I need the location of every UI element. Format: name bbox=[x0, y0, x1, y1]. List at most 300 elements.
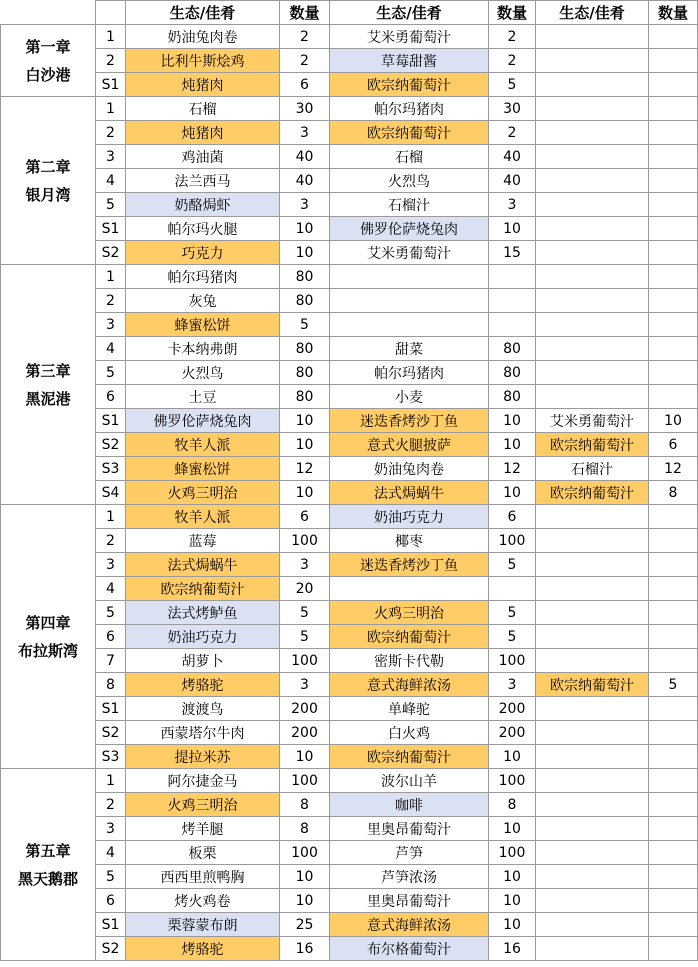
item-name: 法兰西马 bbox=[126, 169, 280, 193]
item-name bbox=[536, 169, 649, 193]
chapter-number: 第四章 bbox=[25, 613, 71, 632]
item-name: 奶油兔肉卷 bbox=[330, 457, 489, 481]
item-quantity bbox=[649, 841, 698, 865]
chapter-label bbox=[1, 25, 96, 97]
item-name bbox=[536, 49, 649, 73]
stage-id: 2 bbox=[96, 121, 126, 145]
item-quantity: 10 bbox=[489, 217, 536, 241]
item-name bbox=[536, 865, 649, 889]
item-quantity: 2 bbox=[489, 121, 536, 145]
table-row bbox=[1, 577, 698, 601]
item-quantity bbox=[649, 913, 698, 937]
item-name: 欧宗纳葡萄汁 bbox=[536, 673, 649, 697]
stage-id: 7 bbox=[96, 649, 126, 673]
item-name: 蜂蜜松饼 bbox=[126, 313, 280, 337]
stage-id: S3 bbox=[96, 745, 126, 769]
item-quantity bbox=[649, 937, 698, 961]
item-name: 欧宗纳葡萄汁 bbox=[126, 577, 280, 601]
table-row bbox=[1, 673, 698, 697]
table-row bbox=[1, 625, 698, 649]
item-quantity bbox=[649, 793, 698, 817]
item-name bbox=[536, 793, 649, 817]
item-quantity: 20 bbox=[280, 577, 330, 601]
item-quantity: 40 bbox=[280, 145, 330, 169]
chapter-number: 第五章 bbox=[25, 841, 71, 860]
item-name: 蜂蜜松饼 bbox=[126, 457, 280, 481]
item-name: 奶酪焗虾 bbox=[126, 193, 280, 217]
table-row bbox=[1, 169, 698, 193]
item-quantity bbox=[649, 577, 698, 601]
stage-id: 1 bbox=[96, 505, 126, 529]
stage-id: S1 bbox=[96, 913, 126, 937]
item-quantity: 10 bbox=[489, 409, 536, 433]
item-name: 艾米勇葡萄汁 bbox=[330, 25, 489, 49]
item-name bbox=[536, 745, 649, 769]
table-row bbox=[1, 913, 698, 937]
item-quantity: 30 bbox=[489, 97, 536, 121]
item-quantity: 200 bbox=[280, 697, 330, 721]
item-name: 法式焗蜗牛 bbox=[126, 553, 280, 577]
item-name: 单峰驼 bbox=[330, 697, 489, 721]
item-name: 板栗 bbox=[126, 841, 280, 865]
item-name: 西蒙塔尔牛肉 bbox=[126, 721, 280, 745]
item-name bbox=[536, 241, 649, 265]
table-row bbox=[1, 745, 698, 769]
item-name: 欧宗纳葡萄汁 bbox=[536, 481, 649, 505]
item-name: 欧宗纳葡萄汁 bbox=[330, 625, 489, 649]
table-row bbox=[1, 793, 698, 817]
item-quantity bbox=[649, 337, 698, 361]
item-name bbox=[536, 649, 649, 673]
item-name bbox=[536, 289, 649, 313]
table-row bbox=[1, 817, 698, 841]
item-quantity bbox=[649, 385, 698, 409]
item-name: 艾米勇葡萄汁 bbox=[536, 409, 649, 433]
stage-id: S4 bbox=[96, 481, 126, 505]
item-quantity bbox=[649, 121, 698, 145]
chapter-label bbox=[1, 265, 96, 505]
item-name: 烤骆驼 bbox=[126, 673, 280, 697]
item-name: 炖猪肉 bbox=[126, 121, 280, 145]
item-name: 石榴 bbox=[330, 145, 489, 169]
chapter-location: 黑泥港 bbox=[25, 389, 71, 408]
item-quantity bbox=[489, 289, 536, 313]
table-row bbox=[1, 25, 698, 49]
stage-id: 2 bbox=[96, 49, 126, 73]
chapter-number: 第二章 bbox=[25, 157, 71, 176]
item-name bbox=[330, 289, 489, 313]
item-quantity bbox=[649, 97, 698, 121]
item-quantity: 80 bbox=[489, 361, 536, 385]
stage-id: S2 bbox=[96, 721, 126, 745]
table-row bbox=[1, 289, 698, 313]
table-row bbox=[1, 385, 698, 409]
item-quantity: 5 bbox=[280, 601, 330, 625]
item-quantity bbox=[649, 553, 698, 577]
table-row bbox=[1, 937, 698, 961]
item-quantity bbox=[489, 577, 536, 601]
item-name: 巧克力 bbox=[126, 241, 280, 265]
item-name: 草莓甜酱 bbox=[330, 49, 489, 73]
item-name bbox=[330, 313, 489, 337]
item-quantity bbox=[649, 241, 698, 265]
item-quantity bbox=[649, 505, 698, 529]
table-row bbox=[1, 361, 698, 385]
item-quantity bbox=[649, 649, 698, 673]
item-name: 迷迭香烤沙丁鱼 bbox=[330, 409, 489, 433]
item-quantity: 10 bbox=[280, 409, 330, 433]
item-quantity bbox=[649, 889, 698, 913]
stage-id: 1 bbox=[96, 97, 126, 121]
item-name: 蓝莓 bbox=[126, 529, 280, 553]
item-name: 佛罗伦萨烧兔肉 bbox=[126, 409, 280, 433]
item-name: 欧宗纳葡萄汁 bbox=[330, 745, 489, 769]
item-quantity: 3 bbox=[280, 193, 330, 217]
item-name: 法式烤鲈鱼 bbox=[126, 601, 280, 625]
item-name bbox=[330, 265, 489, 289]
table-row bbox=[1, 865, 698, 889]
item-quantity: 10 bbox=[280, 865, 330, 889]
item-quantity bbox=[649, 73, 698, 97]
item-quantity: 10 bbox=[489, 913, 536, 937]
item-quantity: 5 bbox=[489, 625, 536, 649]
stage-id: 1 bbox=[96, 25, 126, 49]
item-name bbox=[536, 769, 649, 793]
item-name: 意式火腿披萨 bbox=[330, 433, 489, 457]
item-name: 炖猪肉 bbox=[126, 73, 280, 97]
item-quantity: 200 bbox=[280, 721, 330, 745]
corner-cell bbox=[96, 1, 126, 25]
stage-id: S2 bbox=[96, 433, 126, 457]
table-row bbox=[1, 193, 698, 217]
item-quantity: 10 bbox=[489, 817, 536, 841]
item-quantity bbox=[649, 217, 698, 241]
item-quantity: 100 bbox=[489, 649, 536, 673]
item-name bbox=[536, 337, 649, 361]
item-quantity bbox=[649, 625, 698, 649]
item-name: 火烈鸟 bbox=[330, 169, 489, 193]
item-name bbox=[536, 889, 649, 913]
item-quantity: 5 bbox=[649, 673, 698, 697]
stage-id: 3 bbox=[96, 817, 126, 841]
item-name: 甜菜 bbox=[330, 337, 489, 361]
stage-id: 2 bbox=[96, 793, 126, 817]
chapter-location: 白沙港 bbox=[25, 65, 71, 84]
item-name: 土豆 bbox=[126, 385, 280, 409]
stage-id: 6 bbox=[96, 889, 126, 913]
item-name: 芦笋 bbox=[330, 841, 489, 865]
item-name: 灰兔 bbox=[126, 289, 280, 313]
table-row bbox=[1, 49, 698, 73]
table-row bbox=[1, 649, 698, 673]
item-quantity: 2 bbox=[280, 49, 330, 73]
table-row bbox=[1, 481, 698, 505]
column-header: 生态/佳肴 bbox=[330, 1, 489, 25]
item-name bbox=[536, 697, 649, 721]
item-name: 火鸡三明治 bbox=[126, 481, 280, 505]
item-quantity: 5 bbox=[489, 73, 536, 97]
item-name: 欧宗纳葡萄汁 bbox=[330, 73, 489, 97]
stage-id: 8 bbox=[96, 673, 126, 697]
item-name: 椰枣 bbox=[330, 529, 489, 553]
item-name bbox=[536, 217, 649, 241]
stage-id: 2 bbox=[96, 529, 126, 553]
item-name bbox=[536, 841, 649, 865]
item-name bbox=[536, 313, 649, 337]
item-quantity: 10 bbox=[280, 241, 330, 265]
item-name: 咖啡 bbox=[330, 793, 489, 817]
item-quantity: 6 bbox=[649, 433, 698, 457]
chapter-number: 第一章 bbox=[25, 37, 71, 56]
item-quantity: 16 bbox=[489, 937, 536, 961]
item-quantity bbox=[649, 769, 698, 793]
item-quantity: 8 bbox=[489, 793, 536, 817]
stage-id: 4 bbox=[96, 841, 126, 865]
item-name bbox=[536, 25, 649, 49]
header-row bbox=[1, 1, 698, 25]
stage-id: 1 bbox=[96, 769, 126, 793]
item-quantity bbox=[489, 265, 536, 289]
stage-id: S1 bbox=[96, 409, 126, 433]
item-name: 芦笋浓汤 bbox=[330, 865, 489, 889]
table-row bbox=[1, 217, 698, 241]
column-header: 数量 bbox=[489, 1, 536, 25]
stage-id: 1 bbox=[96, 265, 126, 289]
item-name bbox=[536, 505, 649, 529]
stage-id: S2 bbox=[96, 241, 126, 265]
item-quantity: 25 bbox=[280, 913, 330, 937]
item-quantity: 12 bbox=[649, 457, 698, 481]
stage-id: S1 bbox=[96, 217, 126, 241]
stage-id: 5 bbox=[96, 193, 126, 217]
item-name: 石榴汁 bbox=[536, 457, 649, 481]
item-quantity: 5 bbox=[489, 553, 536, 577]
item-name: 布尔格葡萄汁 bbox=[330, 937, 489, 961]
item-quantity bbox=[649, 313, 698, 337]
item-name bbox=[536, 625, 649, 649]
table-row bbox=[1, 337, 698, 361]
item-quantity: 10 bbox=[489, 865, 536, 889]
stage-id: 3 bbox=[96, 145, 126, 169]
item-name: 烤骆驼 bbox=[126, 937, 280, 961]
chapter-location: 布拉斯湾 bbox=[17, 641, 78, 660]
stage-id: 6 bbox=[96, 625, 126, 649]
item-name: 西西里煎鸭胸 bbox=[126, 865, 280, 889]
table-row bbox=[1, 409, 698, 433]
item-quantity: 40 bbox=[280, 169, 330, 193]
item-quantity: 8 bbox=[280, 793, 330, 817]
column-header: 生态/佳肴 bbox=[536, 1, 649, 25]
item-name: 帕尔玛猪肉 bbox=[330, 97, 489, 121]
item-name: 烤火鸡卷 bbox=[126, 889, 280, 913]
item-name: 比利牛斯烩鸡 bbox=[126, 49, 280, 73]
item-quantity: 10 bbox=[489, 889, 536, 913]
chapter-label bbox=[1, 505, 96, 769]
table-body bbox=[1, 25, 698, 961]
item-quantity bbox=[649, 697, 698, 721]
item-quantity: 6 bbox=[489, 505, 536, 529]
item-quantity bbox=[649, 601, 698, 625]
stage-id: 3 bbox=[96, 553, 126, 577]
item-quantity: 2 bbox=[489, 25, 536, 49]
item-name bbox=[536, 73, 649, 97]
item-quantity: 80 bbox=[280, 385, 330, 409]
table-row bbox=[1, 145, 698, 169]
item-quantity: 30 bbox=[280, 97, 330, 121]
item-name bbox=[536, 937, 649, 961]
item-name: 欧宗纳葡萄汁 bbox=[536, 433, 649, 457]
item-name bbox=[330, 577, 489, 601]
item-name: 帕尔玛猪肉 bbox=[126, 265, 280, 289]
item-name: 帕尔玛火腿 bbox=[126, 217, 280, 241]
item-quantity: 10 bbox=[489, 745, 536, 769]
item-name bbox=[536, 193, 649, 217]
item-name bbox=[536, 601, 649, 625]
item-quantity bbox=[649, 49, 698, 73]
item-name bbox=[536, 97, 649, 121]
item-name: 奶油兔肉卷 bbox=[126, 25, 280, 49]
item-quantity bbox=[649, 865, 698, 889]
item-name: 佛罗伦萨烧兔肉 bbox=[330, 217, 489, 241]
item-name: 烤羊腿 bbox=[126, 817, 280, 841]
item-quantity: 100 bbox=[489, 841, 536, 865]
item-quantity bbox=[489, 313, 536, 337]
item-name: 渡渡鸟 bbox=[126, 697, 280, 721]
column-header: 数量 bbox=[649, 1, 698, 25]
item-quantity: 12 bbox=[489, 457, 536, 481]
table-row bbox=[1, 433, 698, 457]
item-name: 欧宗纳葡萄汁 bbox=[330, 121, 489, 145]
item-quantity: 5 bbox=[280, 313, 330, 337]
item-name: 奶油巧克力 bbox=[126, 625, 280, 649]
item-quantity: 10 bbox=[280, 433, 330, 457]
table-row bbox=[1, 313, 698, 337]
chapter-location: 黑天鹅郡 bbox=[17, 869, 78, 888]
table-row bbox=[1, 841, 698, 865]
stage-id: 5 bbox=[96, 865, 126, 889]
item-name bbox=[536, 361, 649, 385]
item-quantity: 100 bbox=[280, 529, 330, 553]
chapter-label bbox=[1, 769, 96, 961]
table-row bbox=[1, 97, 698, 121]
item-quantity: 10 bbox=[649, 409, 698, 433]
stage-id: 4 bbox=[96, 169, 126, 193]
item-name: 提拉米苏 bbox=[126, 745, 280, 769]
table-row bbox=[1, 529, 698, 553]
item-name: 胡萝卜 bbox=[126, 649, 280, 673]
item-name: 白火鸡 bbox=[330, 721, 489, 745]
item-name: 火烈鸟 bbox=[126, 361, 280, 385]
table-row bbox=[1, 889, 698, 913]
item-quantity bbox=[649, 265, 698, 289]
item-quantity: 100 bbox=[489, 529, 536, 553]
item-quantity: 2 bbox=[489, 49, 536, 73]
item-quantity bbox=[649, 817, 698, 841]
item-quantity: 3 bbox=[489, 673, 536, 697]
item-name: 石榴 bbox=[126, 97, 280, 121]
item-name: 火鸡三明治 bbox=[330, 601, 489, 625]
item-name: 鸡油菌 bbox=[126, 145, 280, 169]
stage-id: 3 bbox=[96, 313, 126, 337]
item-quantity: 3 bbox=[280, 673, 330, 697]
item-quantity: 80 bbox=[280, 265, 330, 289]
item-quantity: 10 bbox=[280, 745, 330, 769]
item-name: 牧羊人派 bbox=[126, 433, 280, 457]
table-row bbox=[1, 553, 698, 577]
item-name: 波尔山羊 bbox=[330, 769, 489, 793]
stage-id: 6 bbox=[96, 385, 126, 409]
item-quantity: 100 bbox=[280, 649, 330, 673]
item-name bbox=[536, 121, 649, 145]
item-quantity: 200 bbox=[489, 697, 536, 721]
stage-id: S1 bbox=[96, 73, 126, 97]
item-quantity bbox=[649, 145, 698, 169]
item-quantity: 6 bbox=[280, 505, 330, 529]
table-row bbox=[1, 121, 698, 145]
table-row bbox=[1, 697, 698, 721]
item-quantity: 3 bbox=[489, 193, 536, 217]
item-quantity: 3 bbox=[280, 553, 330, 577]
item-name: 奶油巧克力 bbox=[330, 505, 489, 529]
item-name bbox=[536, 385, 649, 409]
item-quantity bbox=[649, 25, 698, 49]
item-quantity: 100 bbox=[489, 769, 536, 793]
item-quantity bbox=[649, 361, 698, 385]
item-quantity: 80 bbox=[280, 289, 330, 313]
item-name bbox=[536, 145, 649, 169]
stage-id: S1 bbox=[96, 697, 126, 721]
item-name: 意式海鲜浓汤 bbox=[330, 913, 489, 937]
item-quantity: 10 bbox=[280, 889, 330, 913]
stage-id: S3 bbox=[96, 457, 126, 481]
stage-id: S2 bbox=[96, 937, 126, 961]
table-row bbox=[1, 457, 698, 481]
item-quantity: 10 bbox=[489, 481, 536, 505]
column-header: 生态/佳肴 bbox=[126, 1, 280, 25]
chapter-location: 银月湾 bbox=[25, 185, 71, 204]
item-quantity: 80 bbox=[489, 385, 536, 409]
item-name bbox=[536, 577, 649, 601]
item-name bbox=[536, 721, 649, 745]
stage-id: 5 bbox=[96, 601, 126, 625]
item-quantity: 40 bbox=[489, 145, 536, 169]
item-quantity: 80 bbox=[489, 337, 536, 361]
item-quantity: 10 bbox=[280, 481, 330, 505]
item-name: 帕尔玛猪肉 bbox=[330, 361, 489, 385]
stage-id: 5 bbox=[96, 361, 126, 385]
item-quantity bbox=[649, 721, 698, 745]
item-name: 栗蓉蒙布朗 bbox=[126, 913, 280, 937]
item-quantity: 8 bbox=[280, 817, 330, 841]
item-name bbox=[536, 553, 649, 577]
item-quantity: 16 bbox=[280, 937, 330, 961]
item-name: 迷迭香烤沙丁鱼 bbox=[330, 553, 489, 577]
item-quantity: 5 bbox=[280, 625, 330, 649]
chapter-number: 第三章 bbox=[25, 361, 71, 380]
item-name bbox=[536, 529, 649, 553]
item-quantity: 10 bbox=[489, 433, 536, 457]
item-quantity bbox=[649, 193, 698, 217]
stage-id: 2 bbox=[96, 289, 126, 313]
item-quantity: 100 bbox=[280, 841, 330, 865]
item-quantity bbox=[649, 289, 698, 313]
item-name bbox=[536, 913, 649, 937]
item-name: 牧羊人派 bbox=[126, 505, 280, 529]
table-row bbox=[1, 241, 698, 265]
item-name: 阿尔捷金马 bbox=[126, 769, 280, 793]
chapter-label bbox=[1, 97, 96, 265]
item-quantity: 80 bbox=[280, 337, 330, 361]
